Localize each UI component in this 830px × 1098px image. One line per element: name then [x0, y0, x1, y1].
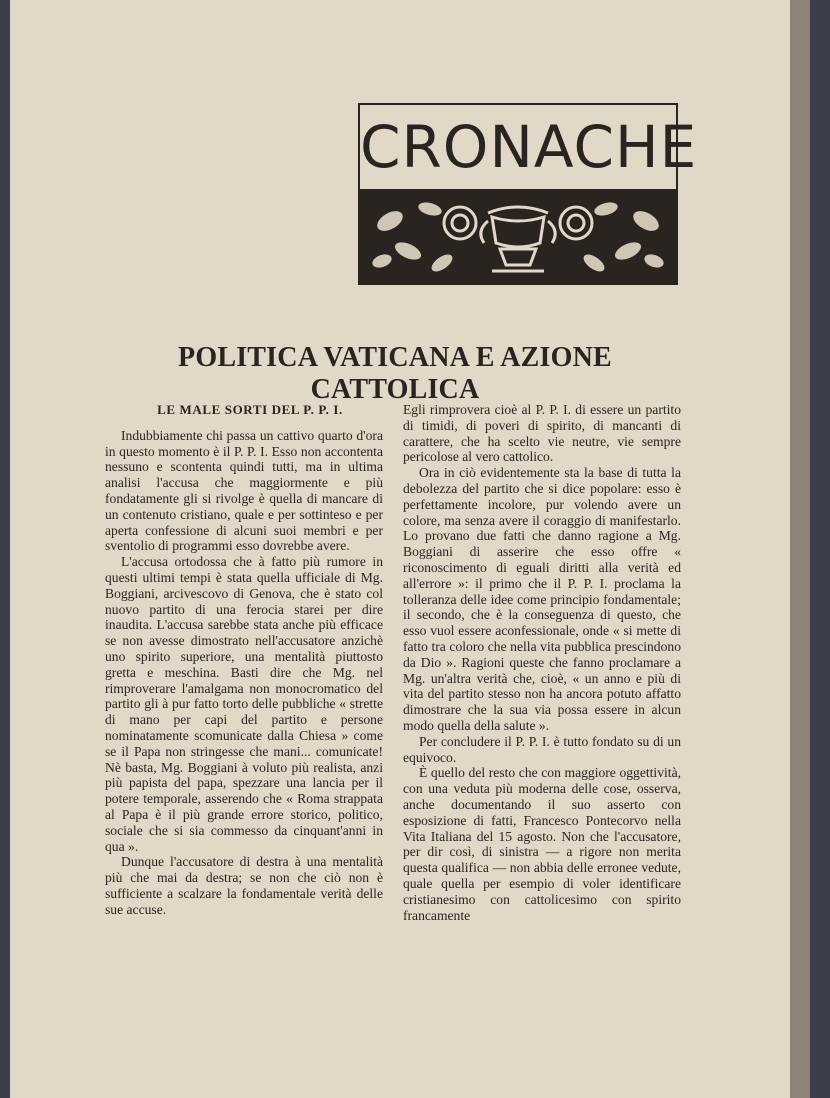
paragraph: Egli rimprovera cioè al P. P. I. di essere un partito di timidi, di poveri di spirito, di mancanti di carattere, che ha scelto vie neutre, vie sempre pericolose al vero cattolico.	[403, 402, 681, 465]
paragraph: È quello del resto che con maggiore oggettività, con una veduta più moderna delle cose, osserva, anche documentando il suo asserto con esposizione di fatti, Francesco Pontecorvo nella Vita Italiana del 15 agosto. Non che l'accusatore, per dir così, di sinistra — a rigore non merita questa qualifica — non abbia delle erronee vedute, quale quella per esempio di voler identificare cristianesimo con cattolicesimo con spirito francamente	[403, 765, 681, 923]
paragraph: Ora in ciò evidentemente sta la base di tutta la debolezza del partito che si dice popolare: esso è perfettamente incolore, pur volendo avere un colore, ma senza avere il coraggio di manifestarlo. Lo provano due fatti che danno ragione a Mg. Boggiani di asserire che esso offre « riconoscimento di eguali diritti alla verità ed all'errore »: il primo che il P. P. I. proclama la tolleranza delle idee come principio fondamentale; il secondo, che è la conseguenza di questo, che esso vuol essere aconfessionale, onde « si mette di fatto tra coloro che nella vita pubblica prescindono da Dio ». Ragioni queste che fanno proclamare a Mg. un'altra verità che, cioè, « un anno e più di vita del partito stesso non ha ancora potuto affatto dimostrare che la sua via possa essere in alcun modo quella della salute ».	[403, 465, 681, 733]
magazine-page	[10, 0, 810, 1098]
ornamental-vase-illustration	[360, 191, 676, 283]
article-headline: POLITICA VATICANA E AZIONE CATTOLICA	[178, 342, 612, 405]
article-column-right	[403, 402, 681, 923]
article-subheading: LE MALE SORTI DEL P. P. I.	[157, 402, 343, 417]
paragraph: L'accusa ortodossa che à fatto più rumore in questi ultimi tempi è stata quella ufficiale di Mg. Boggiani, arcivescovo di Genova, che è stato col nuovo partito di una ferocia starei per dire inaudita. L'accusa sarebbe stata anche più efficace se non avesse dimostrato nell'accusatore anzichè uno spirito superiore, una mentalità piuttosto gretta e meschina. Basti dire che Mg. nel rimproverare l'amalgama non monocromatico del partito gli à pur fatto torto delle pubbliche « strette di mano per capi del partito e persone nominatamente scomunicate dalla Chiesa » come se il Papa non stringesse che mani... comunicate! Nè basta, Mg. Boggiani à voluto più realista, anzi più papista del papa, spezzare una lancia per il potere temporale, asserendo che « Roma strappata al Papa è il più grande errore storico, politico, sociale che si sia commesso da cinquant'anni in qua ».	[105, 554, 383, 854]
paragraph: Dunque l'accusatore di destra à una mentalità più che mai da destra; se non che ciò non è sufficiente a scalzare la fondamentale verità delle sue accuse.	[105, 854, 383, 917]
paragraph: Per concludere il P. P. I. è tutto fondato su di un equivoco.	[403, 733, 681, 765]
banner-title: CRONACHE	[360, 105, 676, 191]
paragraph: Indubbiamente chi passa un cattivo quarto d'ora in questo momento è il P. P. I. Esso non accontenta nessuno e scontenta quindi tutti, ma in ultima analisi l'accusa che maggiormente e più fondatamente gli si rivolge è quella di mancare di un contenuto cristiano, quale e per sottinteso e per aperta confessione di alcuni suoi membri e per sventolio di programmi esso dovrebbe avere.	[105, 427, 383, 554]
page-edge	[790, 0, 810, 1098]
article-column-left	[105, 402, 383, 918]
section-banner	[358, 103, 698, 285]
